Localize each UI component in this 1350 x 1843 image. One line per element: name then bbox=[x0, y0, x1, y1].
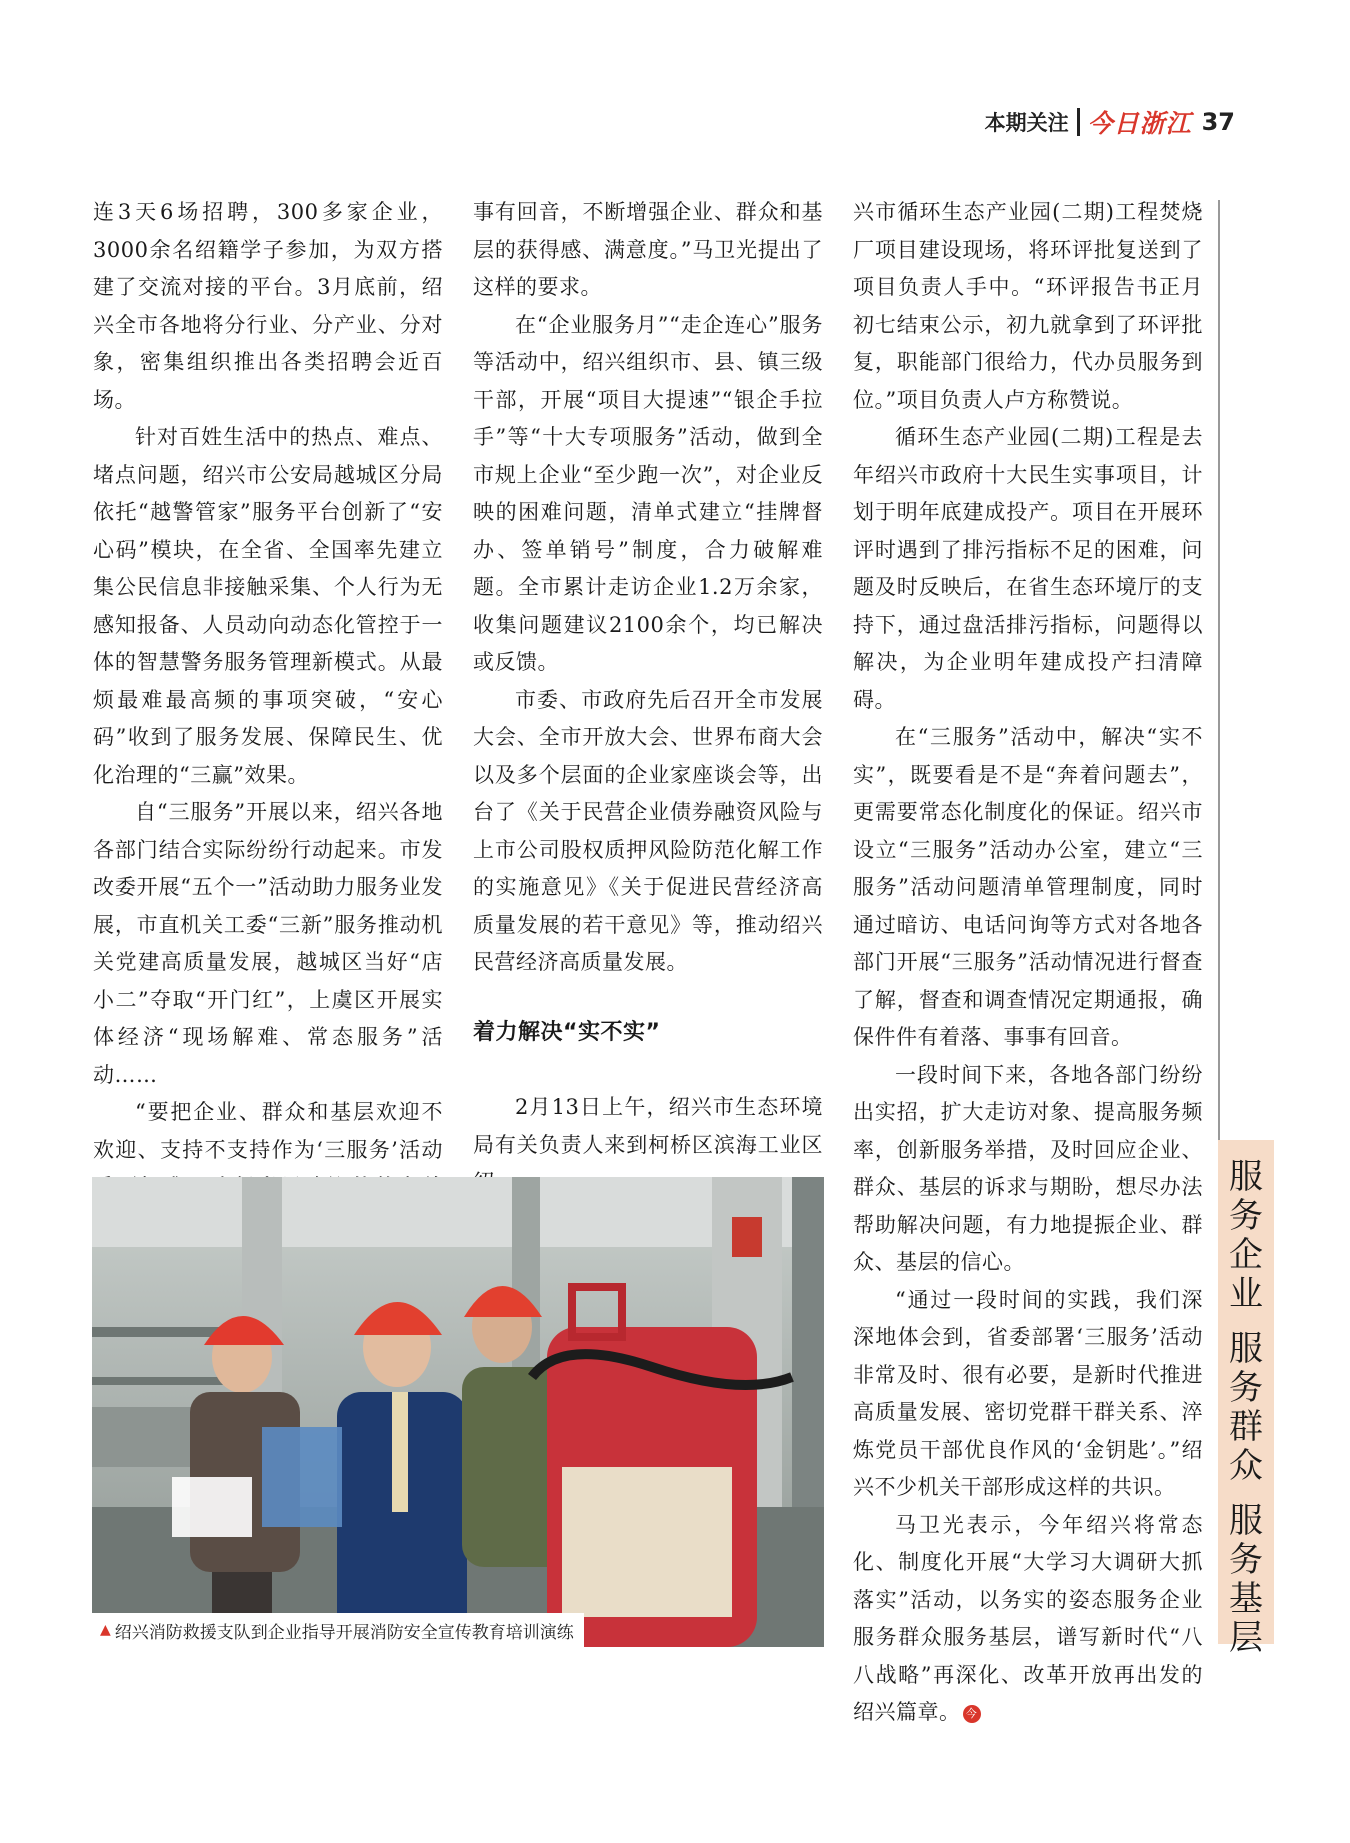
sidebar-char: 层 bbox=[1229, 1618, 1263, 1658]
paragraph-text: 马卫光表示，今年绍兴将常态化、制度化开展“大学习大调研大抓落实”活动，以务实的姿态服务企业服务群众服务基层，谱写新时代“八八战略”再深化、改革开放再出发的绍兴篇章。 bbox=[853, 1512, 1203, 1724]
paragraph: 循环生态产业园(二期)工程是去年绍兴市政府十大民生实事项目，计划于明年底建成投产。项目在开展环评时遇到了排污指标不足的困难，问题及时反映后，在省生态环境厅的支持下，通过盘活排污指标，问题得以解决，为企业明年建成投产扫清障碍。 bbox=[853, 425, 1203, 712]
header-divider bbox=[1077, 108, 1080, 136]
red-triangle-icon: ▲ bbox=[100, 1622, 111, 1638]
paragraph: 在“企业服务月”“走企连心”服务等活动中，绍兴组织市、县、镇三级干部，开展“项目大提速”“银企手拉手”等“十大专项服务”活动，做到全市规上企业“至少跑一次”，对企业反映的困难问题，清单式建立“挂牌督办、签单销号”制度，合力破解难题。全市累计走访企业1.2万余家，收集问题建议2100余个，均已解决或反馈。 bbox=[473, 312, 823, 674]
paragraph: 市委、市政府先后召开全市发展大会、全市开放大会、世界布商大会以及多个层面的企业家座谈会等，出台了《关于民营企业债券融资风险与上市公司股权质押风险防范化解工作的实施意见》《关于促进民营经济高质量发展的若干意见》等，推动绍兴民营经济高质量发展。 bbox=[473, 687, 823, 974]
text-column-1 bbox=[93, 194, 443, 1244]
sidebar-char: 基 bbox=[1229, 1579, 1263, 1619]
photo-caption bbox=[92, 1613, 584, 1647]
text-column-2 bbox=[473, 194, 823, 1202]
sidebar-char: 群 bbox=[1229, 1407, 1263, 1447]
paragraph bbox=[853, 1507, 1203, 1732]
paragraph: 针对百姓生活中的热点、难点、堵点问题，绍兴市公安局越城区分局依托“越警管家”服务平台创新了“安心码”模块，在全省、全国率先建立集公民信息非接触采集、个人行为无感知报备、人员动向动态化管控于一体的智慧警务服务管理新模式。从最烦最难最高频的事项突破，“安心码”收到了服务发展、保障民生、优化治理的“三赢”效果。 bbox=[93, 425, 443, 787]
paragraph: 事有回音，不断增强企业、群众和基层的获得感、满意度。”马卫光提出了这样的要求。 bbox=[473, 200, 823, 299]
sidebar-char: 企 bbox=[1229, 1235, 1263, 1275]
sidebar-char: 业 bbox=[1229, 1274, 1263, 1314]
sidebar-char: 服 bbox=[1229, 1329, 1263, 1369]
end-mark-icon: 今 bbox=[963, 1705, 981, 1723]
sidebar-line-2 bbox=[1229, 1330, 1263, 1486]
sidebar-char: 服 bbox=[1229, 1157, 1263, 1197]
sidebar-char: 务 bbox=[1229, 1196, 1263, 1236]
paragraph: 一段时间下来，各地各部门纷纷出实招，扩大走访对象、提高服务频率，创新服务举措，及时回应企业、群众、基层的诉求与期盼，想尽办法帮助解决问题，有力地提振企业、群众、基层的信心。 bbox=[853, 1062, 1203, 1274]
sidebar-line-3 bbox=[1229, 1502, 1263, 1658]
caption-text: 绍兴消防救援支队到企业指导开展消防安全宣传教育培训演练 bbox=[114, 1622, 574, 1643]
paragraph: “通过一段时间的实践，我们深深地体会到，省委部署‘三服务’活动非常及时、很有必要，是新时代推进高质量发展、密切党群干群关系、淬炼党员干部优良作风的‘金钥匙’。”绍兴不少机关干部形成这样的共识。 bbox=[853, 1287, 1203, 1499]
sidebar-line-1 bbox=[1229, 1158, 1263, 1314]
paragraph: 2月13日上午，绍兴市生态环境局有关负责人来到柯桥区滨海工业区 bbox=[473, 1095, 823, 1157]
text-column-3 bbox=[853, 194, 1203, 1732]
magazine-logo: 今日浙江 bbox=[1087, 109, 1192, 138]
paragraph: 兴市循环生态产业园(二期)工程焚烧厂项目建设现场，将环评批复送到了项目负责人手中。“环评报告书正月初七结束公示，初九就拿到了环评批复，职能部门很给力，代办员服务到位。”项目负责人卢方称赞说。 bbox=[853, 200, 1203, 412]
paragraph: 自“三服务”开展以来，绍兴各地各部门结合实际纷纷行动起来。市发改委开展“五个一”活动助力服务业发展，市直机关工委“三新”服务推动机关党建高质量发展，越城区当好“店小二”夺取“开门红”，上虞区开展实体经济“现场解难、常态服务”活动…… bbox=[93, 800, 443, 1087]
theme-sidebar bbox=[1218, 1140, 1274, 1658]
sidebar-char: 务 bbox=[1229, 1540, 1263, 1580]
news-photo bbox=[92, 1177, 824, 1647]
photo-illustration bbox=[92, 1177, 824, 1647]
sidebar-char: 众 bbox=[1229, 1446, 1263, 1486]
paragraph: “要把企业、群众和基层欢迎不欢迎、支持不支持作为‘三服务’活动 bbox=[93, 1100, 443, 1162]
section-name: 本期关注 bbox=[984, 111, 1069, 135]
page-header bbox=[985, 104, 1235, 140]
sidebar-rule bbox=[1218, 200, 1220, 1140]
section-subheading: 着力解决“实不实” bbox=[473, 1019, 661, 1045]
paragraph: 在“三服务”活动中，解决“实不实”，既要看是不是“奔着问题去”，更需要常态化制度化的保证。绍兴市设立“三服务”活动办公室，建立“三服务”活动问题清单管理制度，同时通过暗访、电话问询等方式对各地各部门开展“三服务”活动情况进行督查了解，督查和调查情况定期通报，确保件件有着落、事事有回音。 bbox=[853, 725, 1203, 1049]
page-number: 37 bbox=[1201, 108, 1235, 136]
sidebar-char: 服 bbox=[1229, 1501, 1263, 1541]
sidebar-char: 务 bbox=[1229, 1368, 1263, 1408]
paragraph: 连3天6场招聘，300多家企业，3000余名绍籍学子参加，为双方搭建了交流对接的平台。3月底前，绍兴全市各地将分行业、分产业、分对象，密集组织推出各类招聘会近百场。 bbox=[93, 200, 443, 412]
